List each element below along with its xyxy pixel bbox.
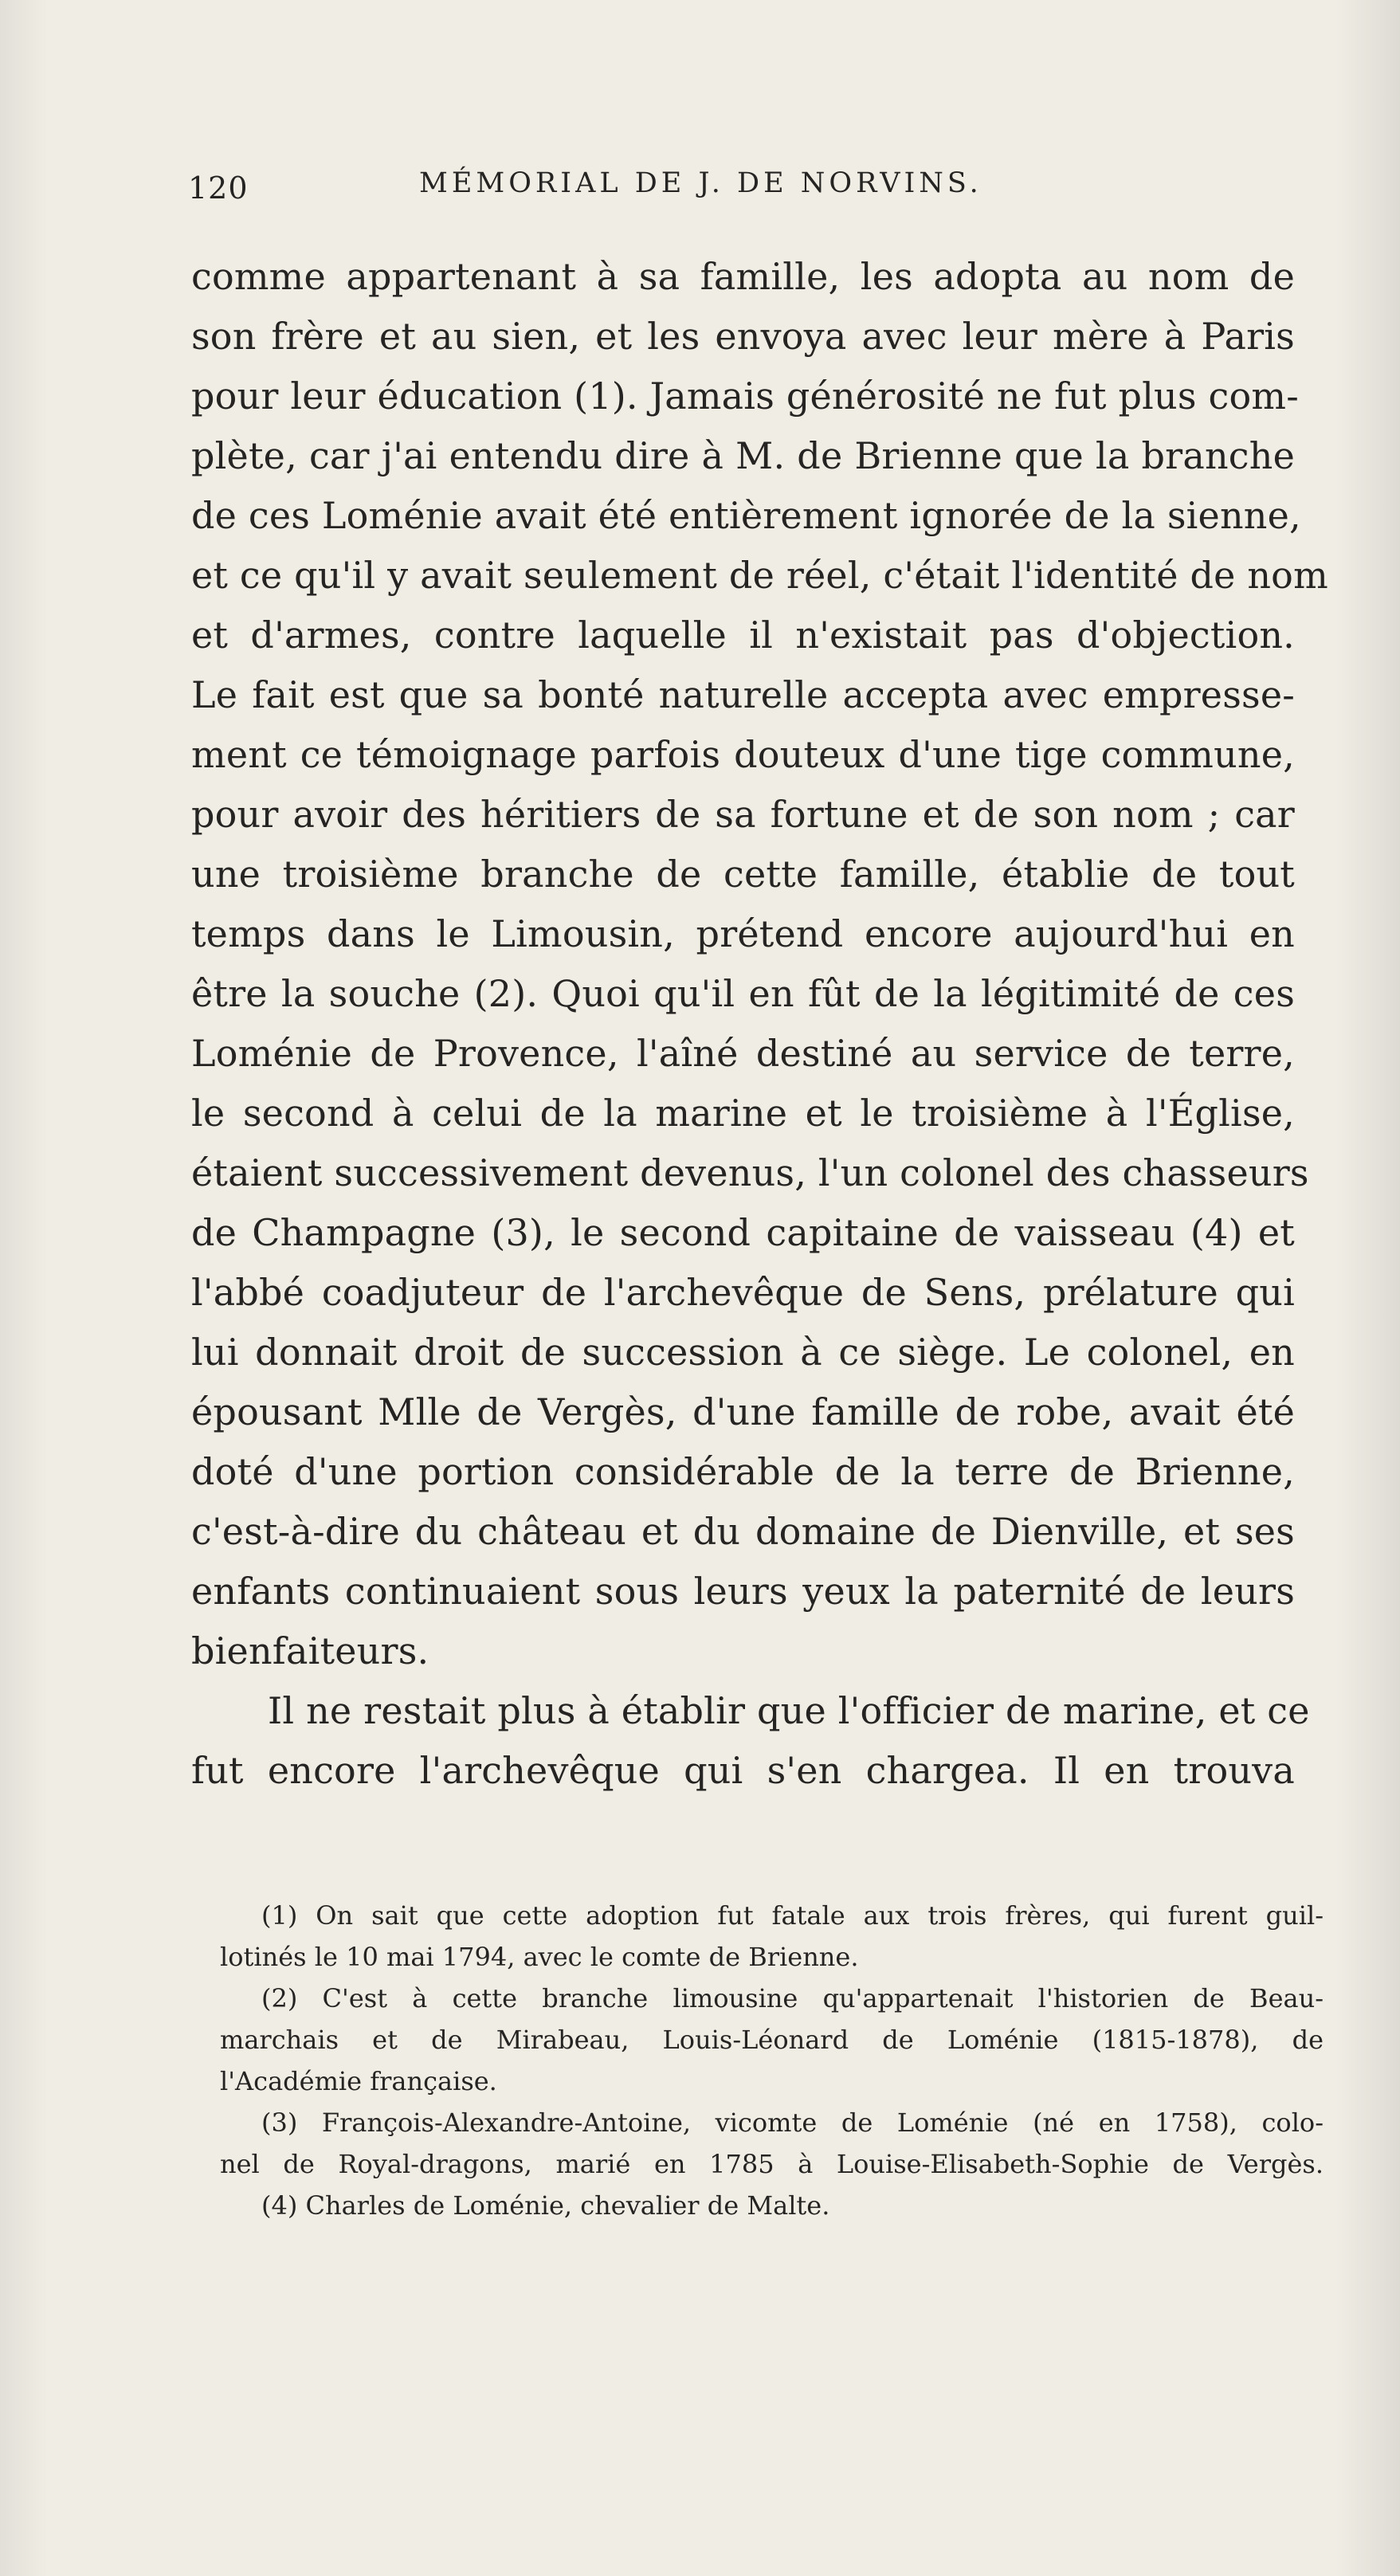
footnote-line: lotinés le 10 mai 1794, avec le comte de Brienne. (220, 1942, 859, 1972)
body-line: Loménie de Provence, l'aîné destiné au service de terre, (191, 1032, 1295, 1075)
body-line: doté d'une portion considérable de la terre de Brienne, (191, 1450, 1295, 1493)
page-number: 120 (188, 171, 249, 206)
body-line: bienfaiteurs. (191, 1629, 429, 1672)
body-line: temps dans le Limousin, prétend encore aujourd'hui en (191, 912, 1295, 955)
footnote-line: (1) On sait que cette adoption fut fatale aux trois frères, qui furent guil- (261, 1900, 1324, 1931)
body-line: pour avoir des héritiers de sa fortune et de son nom ; car (191, 793, 1295, 836)
footnotes (220, 1895, 1324, 2226)
body-line: lui donnait droit de succession à ce siège. Le colonel, en (191, 1331, 1295, 1374)
footnote-line: (4) Charles de Loménie, chevalier de Malte. (261, 2190, 830, 2221)
body-line: étaient successivement devenus, l'un colonel des chasseurs (191, 1151, 1309, 1194)
body-line: de ces Loménie avait été entièrement ignorée de la sienne, (191, 494, 1301, 537)
footnote-line: (3) François-Alexandre-Antoine, vicomte de Loménie (né en 1758), colo- (261, 2107, 1324, 2138)
footnote-line: marchais et de Mirabeau, Louis-Léonard de Loménie (1815-1878), de (220, 2025, 1324, 2055)
body-line: ment ce témoignage parfois douteux d'une tige commune, (191, 733, 1295, 776)
body-line: c'est-à-dire du château et du domaine de Dienville, et ses (191, 1510, 1295, 1553)
body-line: être la souche (2). Quoi qu'il en fût de la légitimité de ces (191, 972, 1295, 1015)
page-header (188, 167, 1057, 218)
body-line: l'abbé coadjuteur de l'archevêque de Sens, prélature qui (191, 1271, 1295, 1314)
body-line: épousant Mlle de Vergès, d'une famille de robe, avait été (191, 1390, 1295, 1433)
body-text (191, 247, 1328, 1801)
body-line: de Champagne (3), le second capitaine de vaisseau (4) et (191, 1211, 1295, 1254)
body-line: comme appartenant à sa famille, les adopta au nom de (191, 255, 1295, 298)
body-line: fut encore l'archevêque qui s'en chargea. Il en trouva (191, 1749, 1295, 1792)
body-line: enfants continuaient sous leurs yeux la paternité de leurs (191, 1570, 1295, 1613)
body-line: plète, car j'ai entendu dire à M. de Brienne que la branche (191, 434, 1295, 477)
body-line: et ce qu'il y avait seulement de réel, c'était l'identité de nom (191, 554, 1328, 597)
body-line: une troisième branche de cette famille, établie de tout (191, 853, 1295, 896)
body-line: le second à celui de la marine et le troisième à l'Église, (191, 1092, 1295, 1135)
body-line: Le fait est que sa bonté naturelle accepta avec empresse- (191, 673, 1295, 716)
body-line: son frère et au sien, et les envoya avec leur mère à Paris (191, 315, 1295, 358)
footnote-line: nel de Royal-dragons, marié en 1785 à Louise-Elisabeth-Sophie de Vergès. (220, 2149, 1324, 2179)
body-line: et d'armes, contre laquelle il n'existait pas d'objection. (191, 614, 1295, 657)
footnote-line: (2) C'est à cette branche limousine qu'appartenait l'historien de Beau- (261, 1983, 1324, 2013)
running-title: MÉMORIAL DE J. DE NORVINS. (419, 167, 982, 199)
body-line: pour leur éducation (1). Jamais générosité ne fut plus com- (191, 374, 1299, 418)
body-line: Il ne restait plus à établir que l'officier de marine, et ce (268, 1689, 1310, 1732)
footnote-line: l'Académie française. (220, 2066, 497, 2096)
